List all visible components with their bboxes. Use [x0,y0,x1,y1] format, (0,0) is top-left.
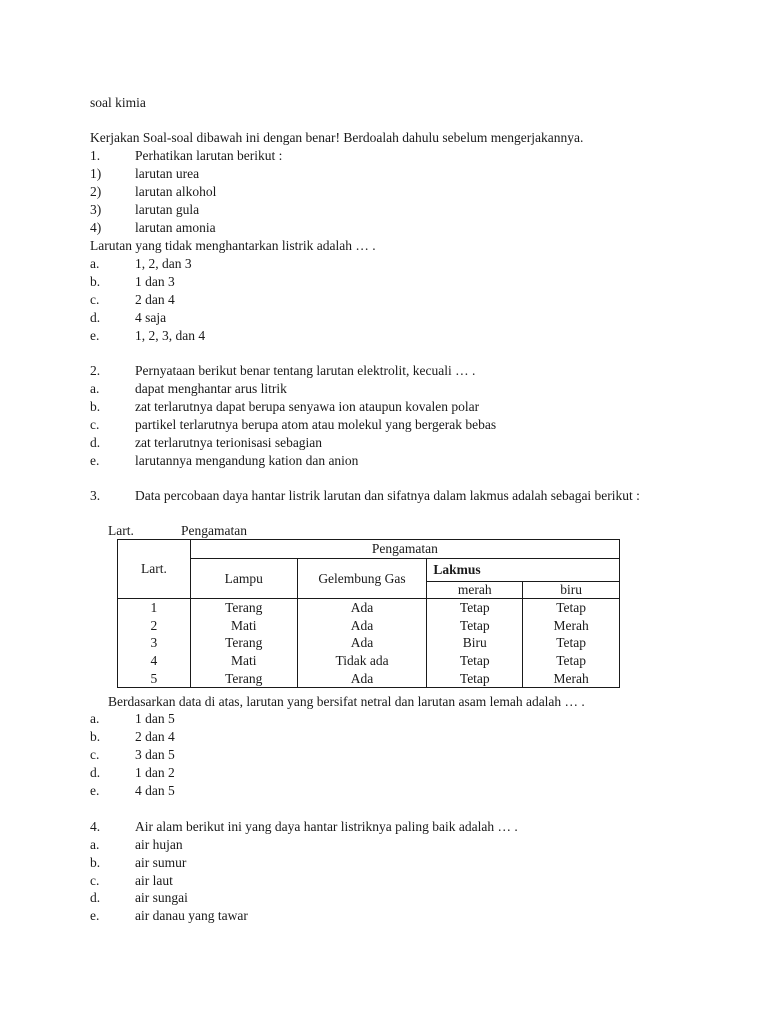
option-label: e. [90,328,100,343]
option-text: air danau yang tawar [135,908,248,923]
question-text: Data percobaan daya hantar listrik larutan dan sifatnya dalam lakmus adalah sebagai berikut : [135,488,640,503]
option-text: air hujan [135,837,183,852]
question-text: Air alam berikut ini yang daya hantar listriknya paling baik adalah … . [135,819,518,834]
table-row [118,599,620,617]
table-row [118,634,620,652]
option-label: d. [90,890,101,905]
option-text: 4 saja [135,310,167,325]
question-number: 2. [90,363,101,378]
option-label: c. [90,292,100,307]
item-text: larutan gula [135,202,200,217]
option-label: d. [90,765,101,780]
option-text: 3 dan 5 [135,747,175,762]
option-label: c. [90,747,100,762]
table-cell: 5 [118,669,191,687]
table-cell: Tetap [523,599,620,617]
option-label: a. [90,837,100,852]
question-3-heading [90,487,650,504]
table-cell: Tidak ada [297,652,427,670]
option-label: b. [90,399,101,414]
question-prompt: Berdasarkan data di atas, larutan yang bersifat netral dan larutan asam lemah adalah … . [108,694,585,709]
instruction-text: Kerjakan Soal-soal dibawah ini dengan benar! Berdoalah dahulu sebelum mengerjakannya. [90,130,584,145]
option-text: 2 dan 4 [135,292,175,307]
table-cell: 3 [118,634,191,652]
item-text: larutan amonia [135,220,216,235]
table-cell: Merah [523,617,620,635]
option-text: 1 dan 3 [135,274,175,289]
option-text: 1, 2, dan 3 [135,256,192,271]
item-label: 2) [90,184,102,199]
option-label: b. [90,855,101,870]
option-text: air sungai [135,890,188,905]
option-label: c. [90,417,100,432]
table-row [118,652,620,670]
table-cell: Tetap [427,617,523,635]
observation-table [117,539,620,688]
item-label: 3) [90,202,102,217]
item-text: larutan urea [135,166,200,181]
option-label: e. [90,908,100,923]
table-cell: Tetap [427,669,523,687]
table-cell: 4 [118,652,191,670]
table-row [118,669,620,687]
option-text: air laut [135,873,173,888]
col-header-biru: biru [523,582,620,599]
option-label: c. [90,873,100,888]
option-label: b. [90,274,101,289]
option-text: air sumur [135,855,187,870]
table-cell: Tetap [523,634,620,652]
option-text: zat terlarutnya terionisasi sebagian [135,435,323,450]
table-cell: Ada [297,634,427,652]
item-text: larutan alkohol [135,184,217,199]
table-cell: Terang [190,669,297,687]
option-text: 1 dan 2 [135,765,175,780]
table-cell: Ada [297,669,427,687]
option-text: partikel terlarutnya berupa atom atau molekul yang bergerak bebas [135,417,497,432]
col-header-merah: merah [427,582,523,599]
option-text: 1, 2, 3, dan 4 [135,328,206,343]
table-cell: Ada [297,617,427,635]
col-header-lampu: Lampu [190,559,297,599]
col-header-pengamatan: Pengamatan [190,540,619,559]
option-label: d. [90,435,101,450]
table-cell: Terang [190,599,297,617]
option-label: e. [90,453,100,468]
table-cell: Terang [190,634,297,652]
table-cell: 1 [118,599,191,617]
option-text: 2 dan 4 [135,729,175,744]
option-label: a. [90,256,100,271]
question-text: Pernyataan berikut benar tentang larutan elektrolit, kecuali … . [135,363,476,378]
option-label: a. [90,711,100,726]
table-row [118,617,620,635]
option-label: a. [90,381,100,396]
option-text: 4 dan 5 [135,783,175,798]
col-header-gelembung-gas: Gelembung Gas [297,559,427,599]
question-text: Perhatikan larutan berikut : [135,148,283,163]
pre-header-pengamatan: Pengamatan [181,523,247,538]
option-text: 1 dan 5 [135,711,175,726]
question-number: 3. [90,488,101,503]
table-cell: Biru [427,634,523,652]
col-header-lart: Lart. [118,540,191,599]
table-cell: Tetap [427,599,523,617]
question-number: 4. [90,819,101,834]
option-label: d. [90,310,101,325]
table-cell: Mati [190,617,297,635]
table-cell: 2 [118,617,191,635]
table-cell: Ada [297,599,427,617]
table-cell: Tetap [427,652,523,670]
question-number: 1. [90,148,101,163]
pre-header-lart: Lart. [108,523,134,538]
option-label: b. [90,729,101,744]
table-cell: Mati [190,652,297,670]
option-text: larutannya mengandung kation dan anion [135,453,359,468]
table-cell: Merah [523,669,620,687]
option-text: zat terlarutnya dapat berupa senyawa ion ataupun kovalen polar [135,399,480,414]
item-label: 4) [90,220,102,235]
col-header-lakmus: Lakmus [427,559,620,582]
question-prompt: Larutan yang tidak menghantarkan listrik adalah … . [90,238,376,253]
option-label: e. [90,783,100,798]
item-label: 1) [90,166,102,181]
option-text: dapat menghantar arus litrik [135,381,287,396]
document-title: soal kimia [90,95,146,110]
table-cell: Tetap [523,652,620,670]
